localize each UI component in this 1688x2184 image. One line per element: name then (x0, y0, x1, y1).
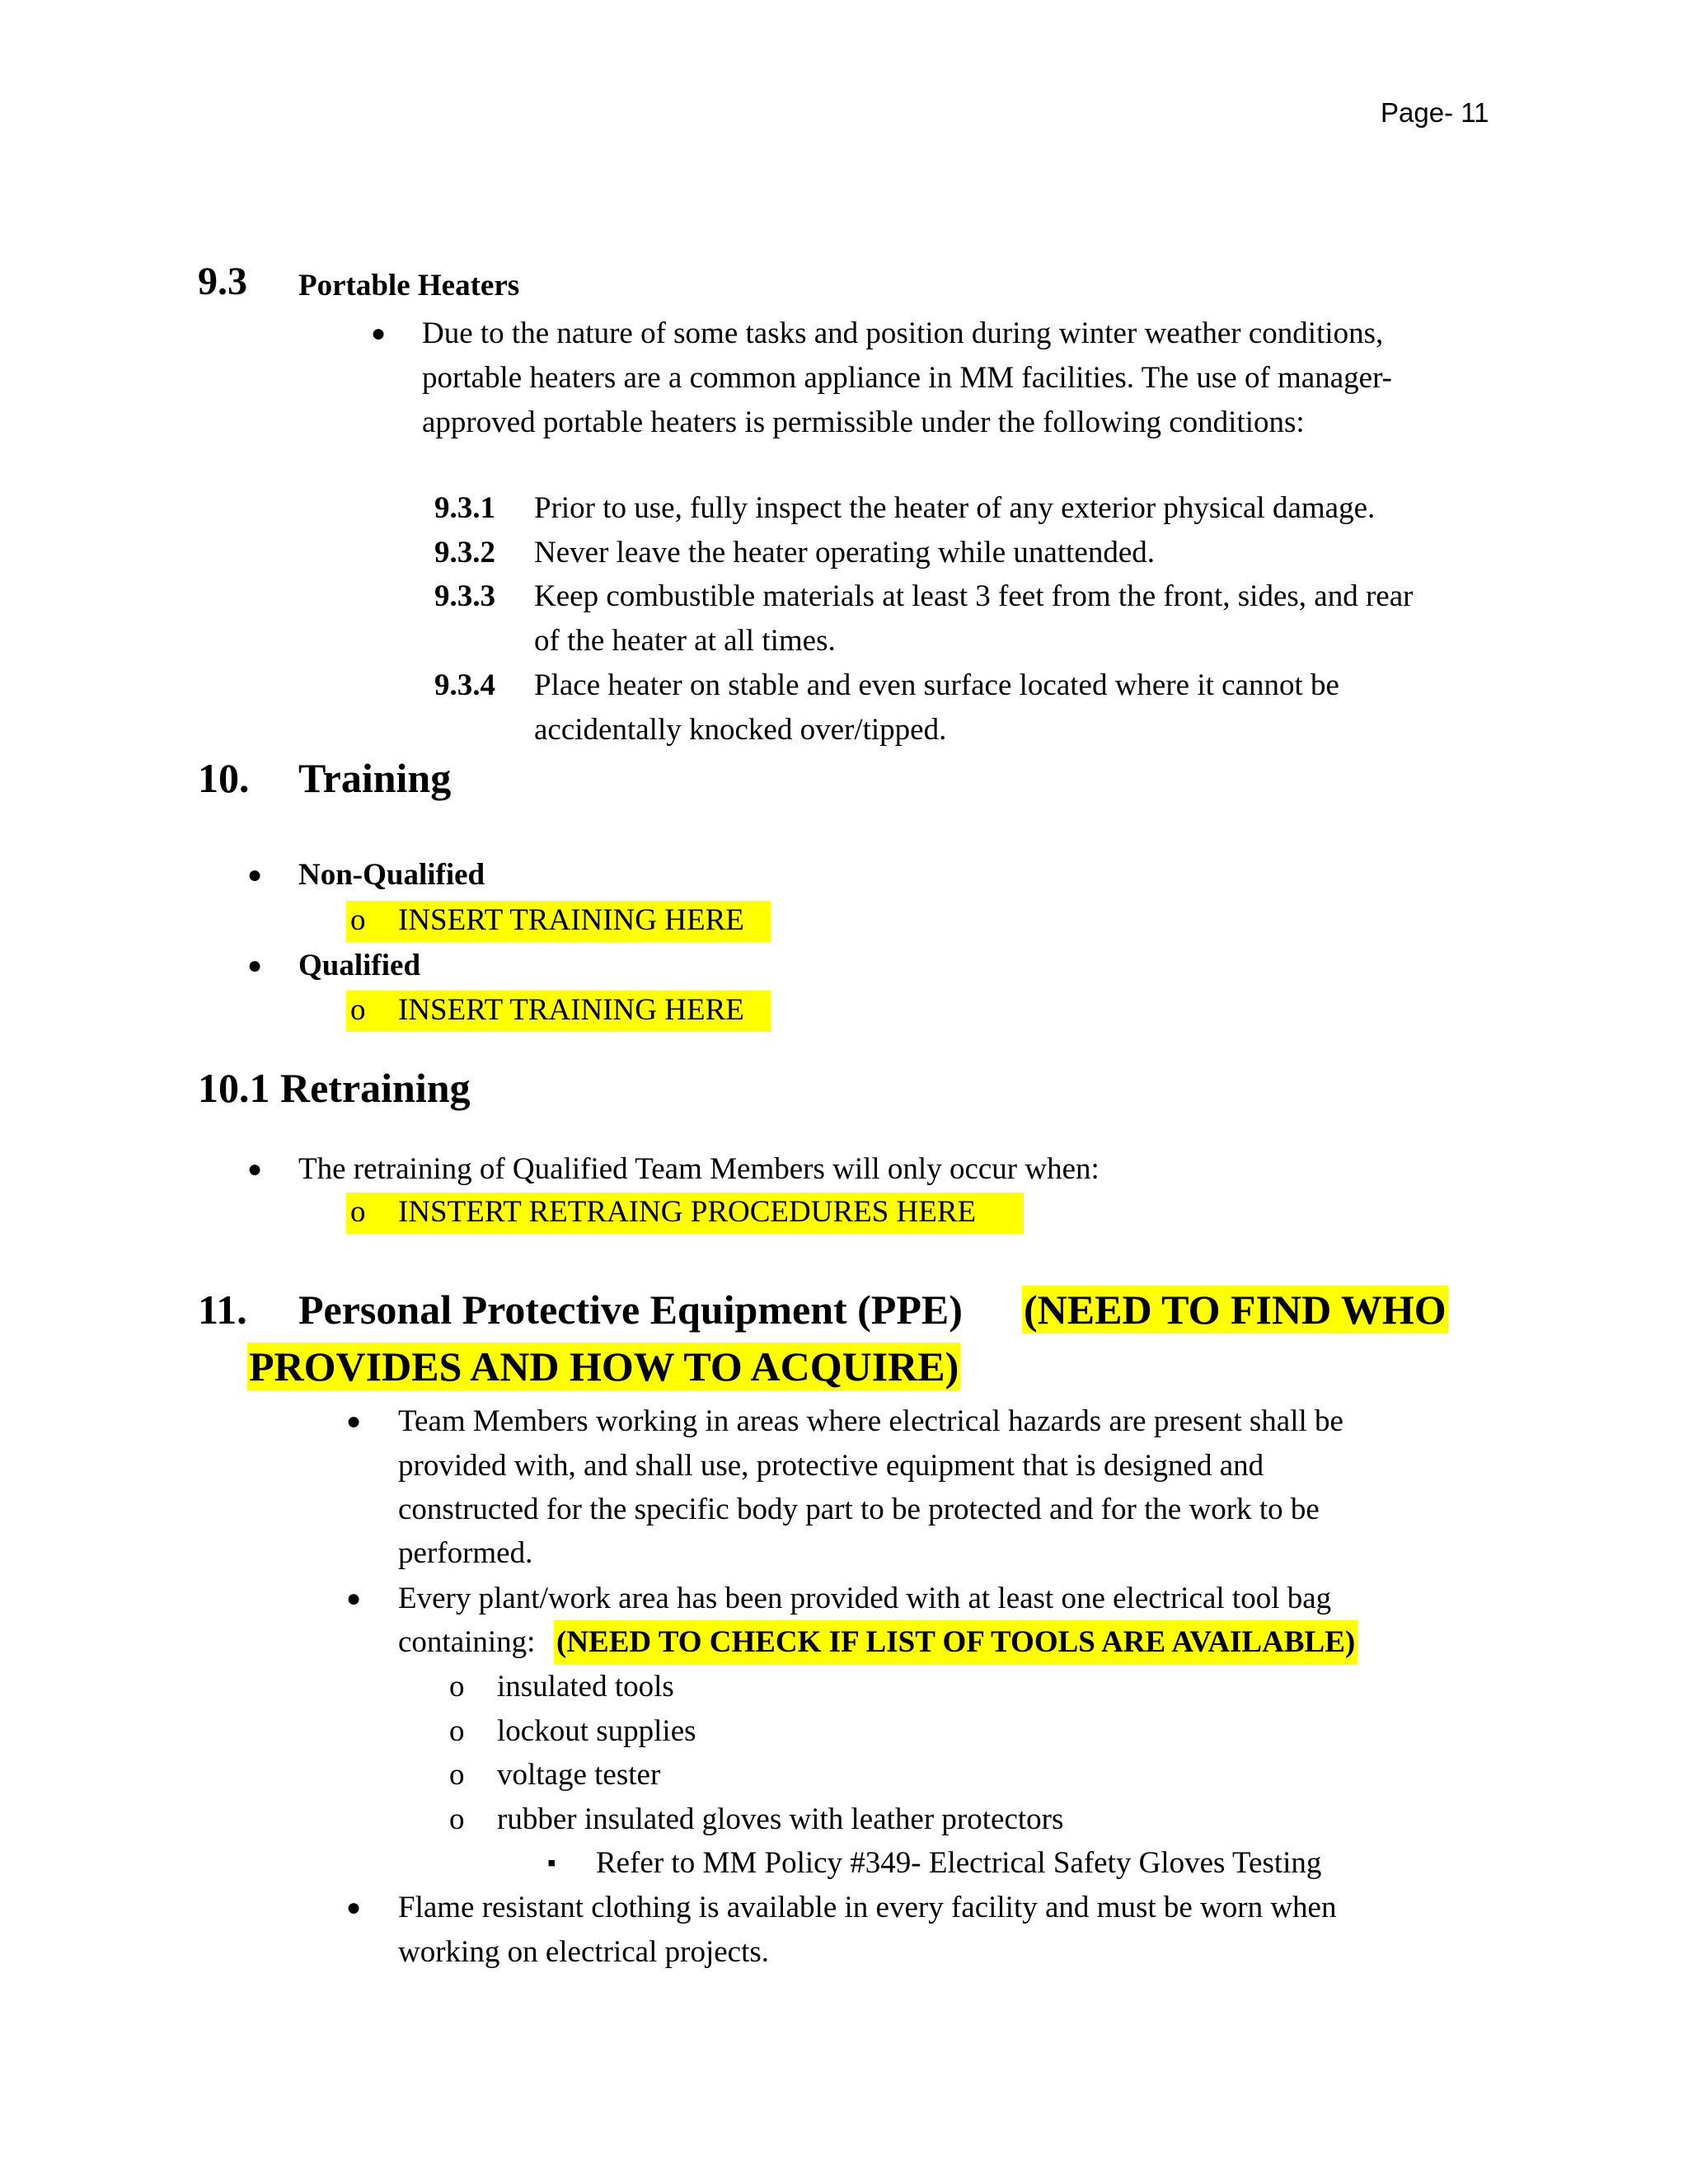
section-9-3-title: Portable Heaters (298, 269, 520, 302)
bullet-icon: ● (247, 952, 263, 979)
training-placeholder-qualified: INSERT TRAINING HERE (398, 993, 744, 1027)
section-9-3-number: 9.3 (198, 260, 247, 303)
sub-bullet-marker: o (449, 1714, 465, 1748)
bullet-icon: ● (346, 1585, 362, 1612)
item-9-3-3-text-line-2: of the heater at all times. (534, 624, 836, 658)
tool-item: lockout supplies (497, 1714, 696, 1748)
section-11-note-line-2: PROVIDES AND HOW TO ACQUIRE) (249, 1343, 959, 1390)
ppe-bullet-1-line-1: Team Members working in areas where electrical hazards are present shall be (398, 1404, 1343, 1438)
ppe-bullet-1-line-2: provided with, and shall use, protective equipment that is designed and (398, 1449, 1264, 1483)
heaters-intro-line-3: approved portable heaters is permissible under the following conditions: (422, 405, 1305, 439)
item-9-3-4-text-line-2: accidentally knocked over/tipped. (534, 713, 947, 747)
ppe-bullet-3-line-1: Flame resistant clothing is available in every facility and must be worn when (398, 1891, 1337, 1924)
retraining-placeholder: INSTERT RETRAING PROCEDURES HERE (398, 1195, 977, 1229)
item-9-3-4-text-line-1: Place heater on stable and even surface located where it cannot be (534, 668, 1339, 702)
sub-bullet-marker: o (449, 1758, 465, 1792)
section-11-title: Personal Protective Equipment (PPE) (298, 1286, 963, 1333)
sub-bullet-marker: o (449, 1802, 465, 1836)
policy-reference: Refer to MM Policy #349- Electrical Safety Gloves Testing (596, 1846, 1322, 1880)
square-bullet-marker: ▪ (547, 1849, 556, 1877)
sub-bullet-marker: o (449, 1670, 465, 1704)
section-10-title: Training (298, 755, 452, 801)
section-11-number: 11. (198, 1286, 247, 1333)
tool-item: insulated tools (497, 1670, 674, 1704)
bullet-icon: ● (247, 861, 263, 888)
section-11-note-line-1: (NEED TO FIND WHO (1024, 1286, 1447, 1333)
section-10-1-heading: 10.1 Retraining (198, 1065, 471, 1111)
tool-item: voltage tester (497, 1758, 661, 1792)
retraining-bullet: The retraining of Qualified Team Members will only occur when: (298, 1152, 1100, 1186)
page-number: Page- 11 (1381, 97, 1489, 128)
bullet-icon: ● (371, 320, 387, 347)
item-9-3-3-number: 9.3.3 (434, 579, 495, 613)
sub-bullet-marker: o (350, 993, 366, 1027)
sub-bullet-marker: o (350, 903, 366, 937)
training-placeholder-non-qualified: INSERT TRAINING HERE (398, 903, 744, 937)
item-9-3-2-number: 9.3.2 (434, 536, 495, 569)
item-9-3-3-text-line-1: Keep combustible materials at least 3 feet from the front, sides, and rear (534, 579, 1414, 613)
sub-bullet-marker: o (350, 1195, 366, 1229)
ppe-bullet-1-line-4: performed. (398, 1536, 533, 1570)
training-group-qualified: Qualified (298, 949, 421, 982)
ppe-bullet-2-line-2: containing: (398, 1625, 536, 1659)
item-9-3-1-text: Prior to use, fully inspect the heater of any exterior physical damage. (534, 491, 1376, 525)
training-group-non-qualified: Non-Qualified (298, 858, 485, 892)
ppe-bullet-2-line-1: Every plant/work area has been provided with at least one electrical tool bag (398, 1582, 1332, 1615)
ppe-bullet-3-line-2: working on electrical projects. (398, 1935, 769, 1969)
bullet-icon: ● (247, 1155, 263, 1183)
item-9-3-2-text: Never leave the heater operating while unattended. (534, 536, 1156, 569)
heaters-intro-line-1: Due to the nature of some tasks and position during winter weather conditions, (422, 316, 1384, 350)
item-9-3-1-number: 9.3.1 (434, 491, 495, 525)
bullet-icon: ● (346, 1408, 362, 1435)
item-9-3-4-number: 9.3.4 (434, 668, 495, 702)
bullet-icon: ● (346, 1894, 362, 1921)
ppe-tools-note: (NEED TO CHECK IF LIST OF TOOLS ARE AVAILABLE) (554, 1620, 1357, 1665)
ppe-bullet-1-line-3: constructed for the specific body part to be protected and for the work to be (398, 1493, 1320, 1526)
tool-item: rubber insulated gloves with leather protectors (497, 1802, 1064, 1836)
section-10-number: 10. (198, 755, 250, 801)
heaters-intro-line-2: portable heaters are a common appliance in MM facilities. The use of manager- (422, 361, 1392, 395)
